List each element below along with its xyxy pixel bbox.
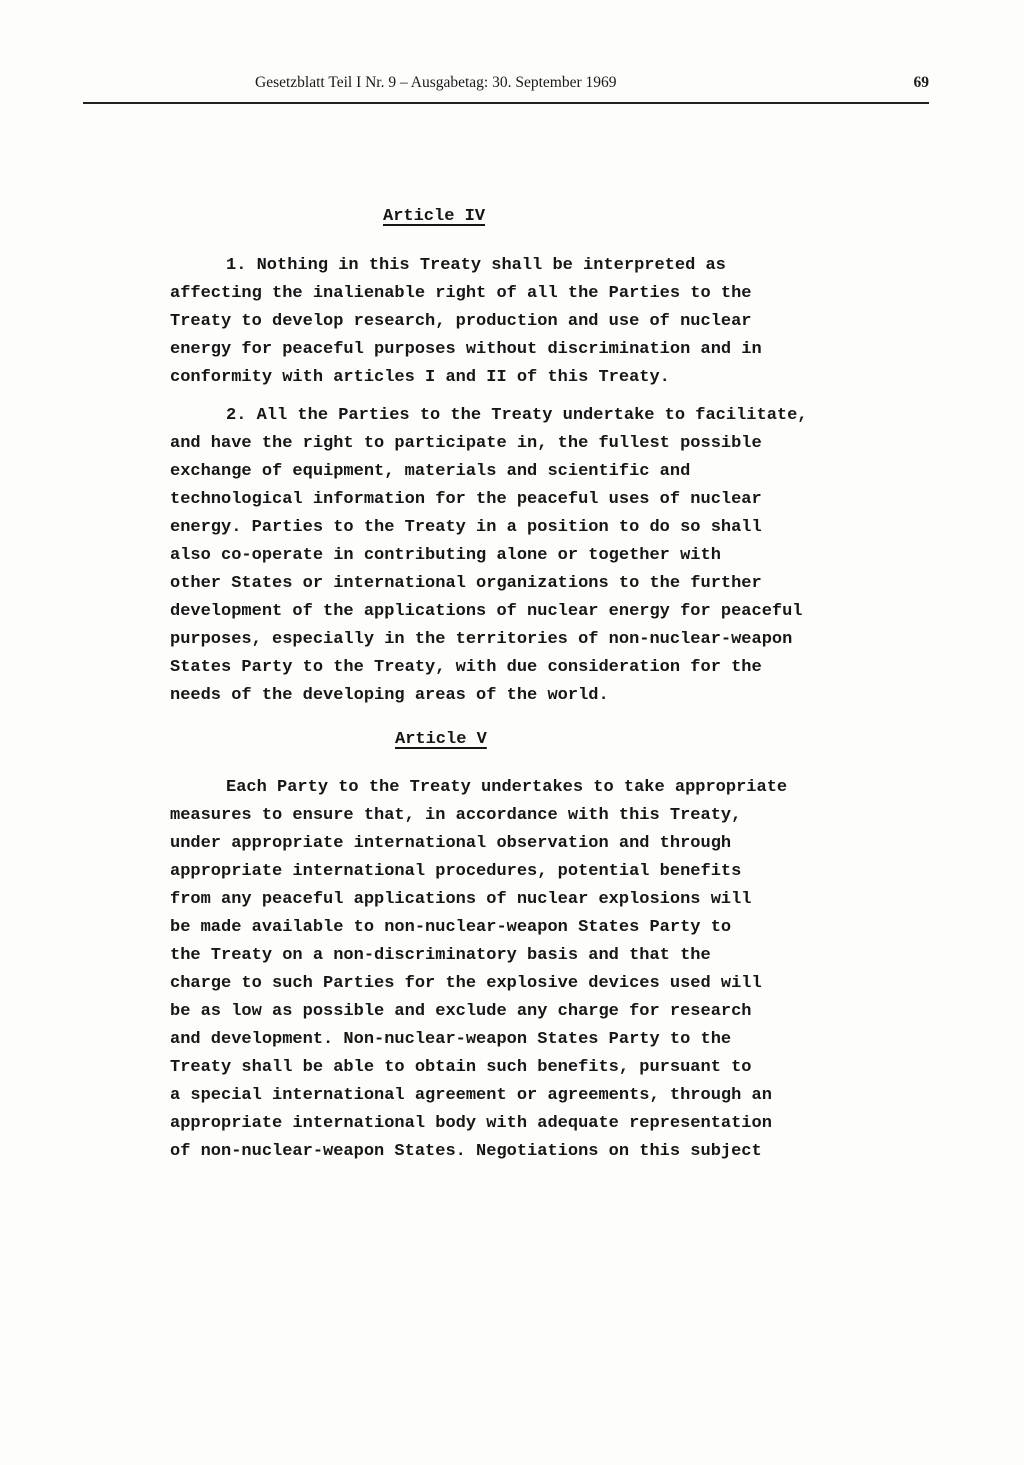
article-iv-paragraph-1 bbox=[170, 252, 870, 392]
article-iv-heading: Article IV bbox=[383, 207, 486, 226]
text-line: Treaty shall be able to obtain such benefits, pursuant to bbox=[170, 1058, 752, 1077]
running-title: Gesetzblatt Teil I Nr. 9 – Ausgabetag: 30. September 1969 bbox=[255, 74, 617, 91]
text-line: States Party to the Treaty, with due consideration for the bbox=[170, 658, 762, 677]
text-line: a special international agreement or agreements, through an bbox=[170, 1086, 772, 1105]
article-v-heading: Article V bbox=[395, 730, 487, 749]
text-line: needs of the developing areas of the world. bbox=[170, 686, 609, 705]
text-line: energy. Parties to the Treaty in a position to do so shall bbox=[170, 518, 762, 537]
text-line: Each Party to the Treaty undertakes to take appropriate bbox=[226, 778, 788, 797]
text-line: affecting the inalienable right of all the Parties to the bbox=[170, 284, 752, 303]
text-line: energy for peaceful purposes without discrimination and in bbox=[170, 340, 762, 359]
article-v-paragraph-1 bbox=[170, 774, 870, 1166]
text-line: conformity with articles I and II of this Treaty. bbox=[170, 368, 670, 387]
text-line: purposes, especially in the territories of non-nuclear-weapon bbox=[170, 630, 793, 649]
page-header bbox=[83, 72, 929, 104]
page-number: 69 bbox=[913, 74, 929, 91]
text-line: exchange of equipment, materials and scientific and bbox=[170, 462, 691, 481]
text-line: charge to such Parties for the explosive devices used will bbox=[170, 974, 762, 993]
text-line: 1. Nothing in this Treaty shall be interpreted as bbox=[226, 256, 726, 275]
text-line: be made available to non-nuclear-weapon States Party to bbox=[170, 918, 732, 937]
text-line: appropriate international body with adequate representation bbox=[170, 1114, 772, 1133]
text-line: from any peaceful applications of nuclear explosions will bbox=[170, 890, 752, 909]
text-line: be as low as possible and exclude any charge for research bbox=[170, 1002, 752, 1021]
text-line: and development. Non-nuclear-weapon States Party to the bbox=[170, 1030, 732, 1049]
text-line: other States or international organizations to the further bbox=[170, 574, 762, 593]
text-line: 2. All the Parties to the Treaty undertake to facilitate, bbox=[226, 406, 808, 425]
text-line: Treaty to develop research, production and use of nuclear bbox=[170, 312, 752, 331]
text-line: measures to ensure that, in accordance with this Treaty, bbox=[170, 806, 742, 825]
text-line: development of the applications of nuclear energy for peaceful bbox=[170, 602, 803, 621]
article-iv-paragraph-2 bbox=[170, 402, 870, 710]
text-line: and have the right to participate in, the fullest possible bbox=[170, 434, 762, 453]
text-line: appropriate international procedures, potential benefits bbox=[170, 862, 742, 881]
text-line: of non-nuclear-weapon States. Negotiations on this subject bbox=[170, 1142, 762, 1161]
text-line: also co-operate in contributing alone or together with bbox=[170, 546, 721, 565]
text-line: under appropriate international observation and through bbox=[170, 834, 732, 853]
text-line: the Treaty on a non-discriminatory basis and that the bbox=[170, 946, 711, 965]
text-line: technological information for the peaceful uses of nuclear bbox=[170, 490, 762, 509]
